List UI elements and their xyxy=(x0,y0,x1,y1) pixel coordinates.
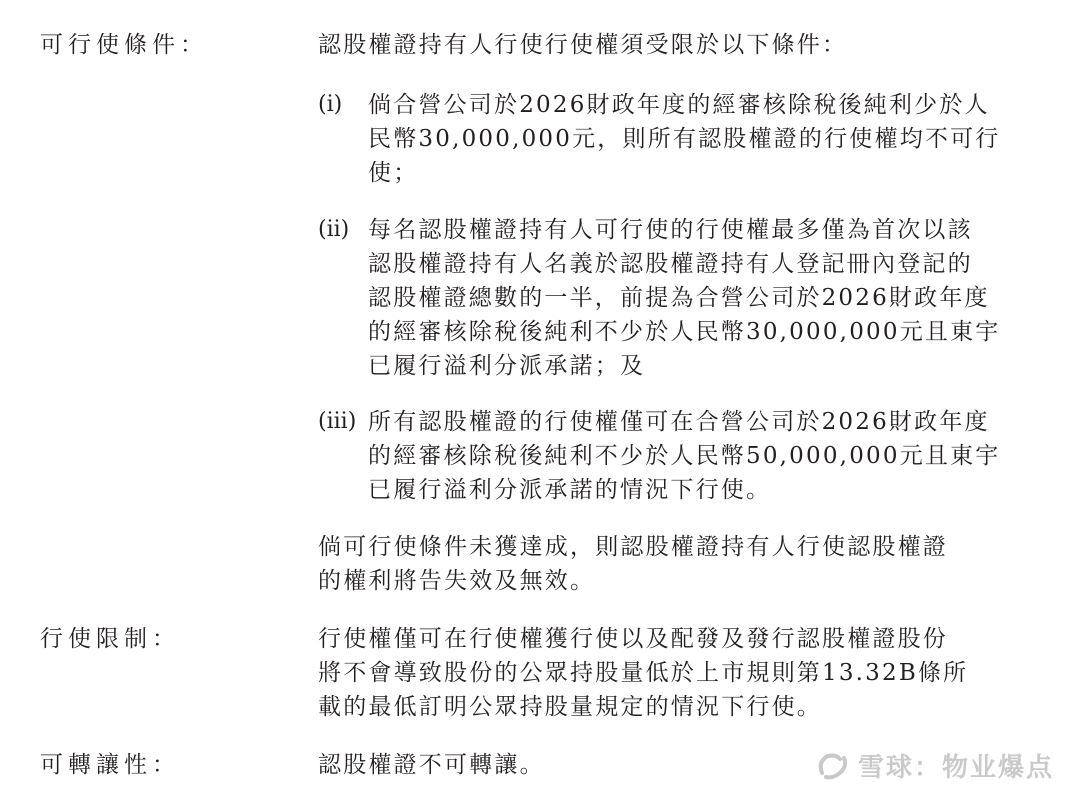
text-line: 認股權證不可轉讓。 xyxy=(318,752,545,778)
text-line: 每名認股權證持有人可行使的行使權最多僅為首次以該 xyxy=(368,217,973,243)
intro-line: 認股權證持有人行使行使權須受限於以下條件： xyxy=(318,32,848,58)
text-line: 倘合營公司於2026財政年度的經審核除稅後純利少於人 xyxy=(368,92,990,118)
text-line: 使； xyxy=(368,160,419,186)
term-transferability: 可轉讓性： xyxy=(40,752,180,778)
exercise-restriction-text xyxy=(318,622,1058,724)
text-line: 已履行溢利分派承諾的情況下行使。 xyxy=(368,477,772,503)
text-line: 載的最低訂明公眾持股量規定的情況下行使。 xyxy=(318,694,822,720)
condition-number: (ii) xyxy=(318,217,350,242)
text-line: 的經審核除稅後純利不少於人民幣50,000,000元且東宇 xyxy=(368,443,1001,469)
term-exercise-restriction: 行使限制： xyxy=(40,626,180,652)
text-line: 已履行溢利分派承諾；及 xyxy=(368,353,646,379)
text-line: 認股權證總數的一半，前提為合營公司於2026財政年度 xyxy=(368,285,990,311)
term-exercise-conditions: 可行使條件： xyxy=(40,32,208,58)
text-line: 行使權僅可在行使權獲行使以及配發及發行認股權證股份 xyxy=(318,626,948,652)
condition-text xyxy=(368,88,1058,190)
exercise-conditions-intro xyxy=(318,28,1058,62)
text-line: 倘可行使條件未獲達成，則認股權證持有人行使認股權證 xyxy=(318,534,948,560)
watermark xyxy=(816,747,1054,784)
condition-number: (iii) xyxy=(318,409,357,434)
condition-number: (i) xyxy=(318,92,343,117)
text-line: 民幣30,000,000元，則所有認股權證的行使權均不可行 xyxy=(368,126,1001,152)
text-line: 的權利將告失效及無效。 xyxy=(318,568,596,594)
watermark-text: 雪球：物业爆点 xyxy=(857,753,1054,783)
text-line: 將不會導致股份的公眾持股量低於上市規則第13.32B條所 xyxy=(318,660,969,686)
exercise-conditions-note xyxy=(318,530,1058,598)
text-line: 認股權證持有人名義於認股權證持有人登記冊內登記的 xyxy=(368,251,973,277)
text-line: 的經審核除稅後純利不少於人民幣30,000,000元且東宇 xyxy=(368,319,1001,345)
condition-text xyxy=(368,213,1058,383)
text-line: 所有認股權證的行使權僅可在合營公司於2026財政年度 xyxy=(368,409,990,435)
snowball-logo-icon xyxy=(816,751,850,781)
condition-text xyxy=(368,405,1058,507)
